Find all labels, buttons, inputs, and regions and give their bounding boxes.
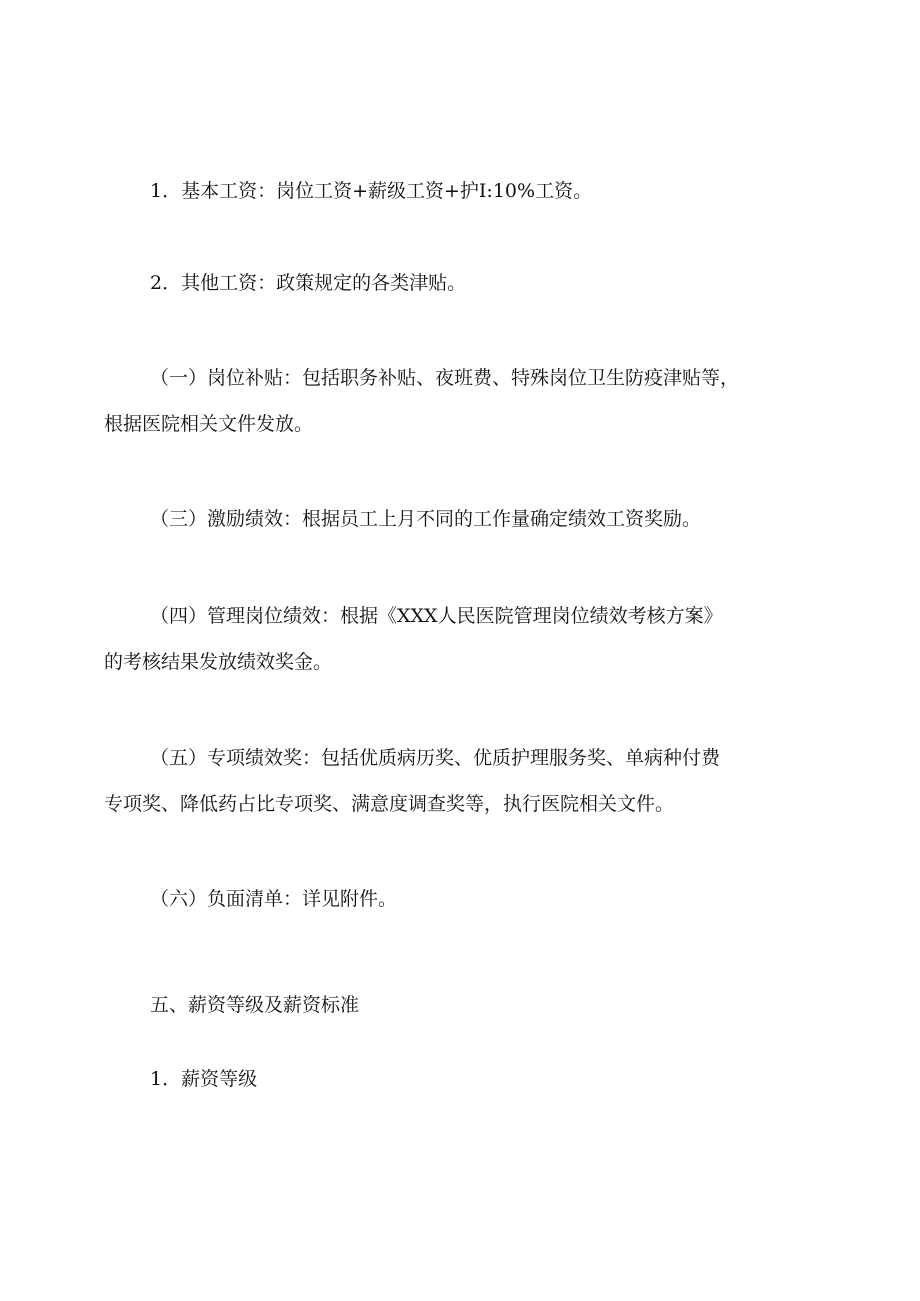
text-line: 2．其他工资：政策规定的各类津贴。 — [150, 272, 467, 294]
subsection-heading — [104, 1056, 816, 1102]
paragraph-other-salary — [104, 260, 816, 306]
text-line: （四）管理岗位绩效：根据《XXX人民医院管理岗位绩效考核方案》 — [150, 605, 723, 627]
paragraph-post-subsidy — [104, 355, 816, 447]
paragraph-special-performance — [104, 735, 816, 827]
text-line: 1．基本工资：岗位工资+薪级工资+护I:10%工资。 — [150, 180, 593, 202]
paragraph-basic-salary — [104, 168, 816, 214]
text-line: 的考核结果发放绩效奖金。 — [104, 651, 333, 673]
paragraph-management-performance — [104, 593, 816, 685]
paragraph-incentive-performance — [104, 496, 816, 542]
text-line: 五、薪资等级及薪资标准 — [150, 994, 360, 1016]
text-line: （五）专项绩效奖：包括优质病历奖、优质护理服务奖、单病种付费 — [150, 747, 721, 769]
paragraph-negative-list — [104, 876, 816, 922]
text-line: 根据医院相关文件发放。 — [104, 413, 314, 435]
text-line: （六）负面清单：详见附件。 — [150, 888, 398, 910]
text-line: （一）岗位补贴：包括职务补贴、夜班费、特殊岗位卫生防疫津贴等， — [150, 367, 740, 389]
text-line: （三）激励绩效：根据员工上月不同的工作量确定绩效工资奖励。 — [150, 508, 702, 530]
section-heading — [104, 982, 816, 1028]
text-line: 专项奖、降低药占比专项奖、满意度调查奖等，执行医院相关文件。 — [104, 793, 675, 815]
text-line: 1．薪资等级 — [150, 1068, 258, 1090]
